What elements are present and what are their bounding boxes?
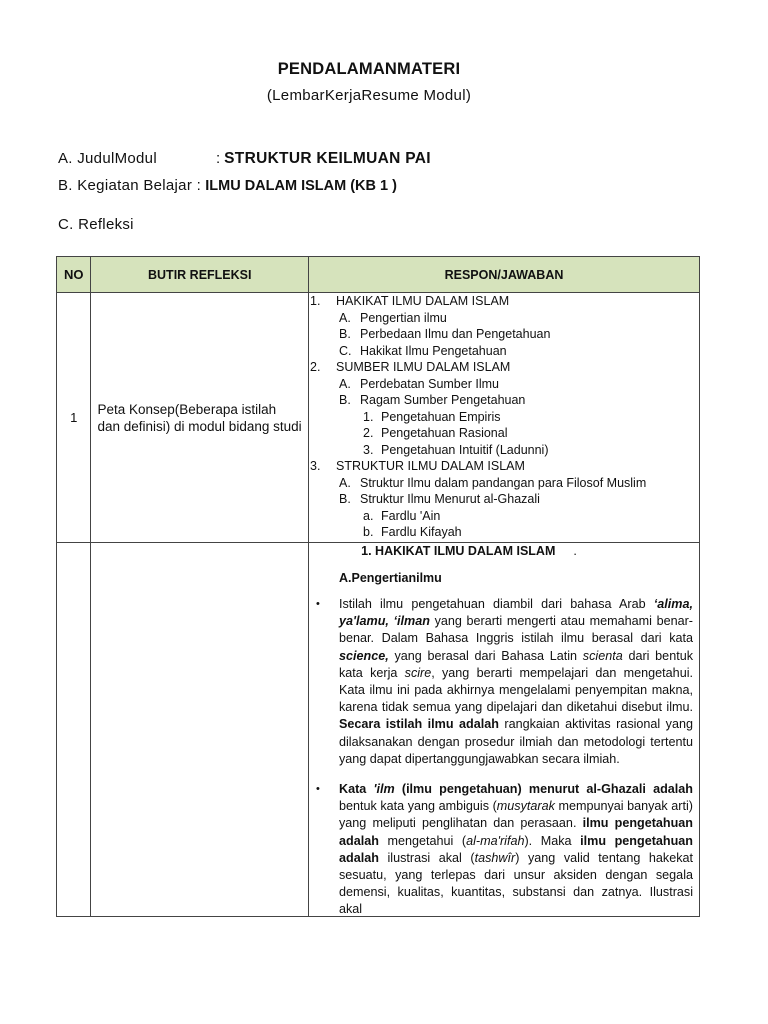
page-title: PENDALAMANMATERI (277, 60, 461, 78)
outline-item-number: 2. (310, 360, 321, 374)
response-content (309, 543, 699, 916)
outline-item-text: Perdebatan Sumber Ilmu (360, 376, 499, 391)
outline-item (309, 343, 699, 360)
outline-item-text: SUMBER ILMU DALAM ISLAM (336, 360, 511, 374)
p2-bold: ilmu pengetahuan adalah (339, 816, 693, 848)
outline-item-number: B. (339, 393, 351, 407)
sub-heading: A.Pengertianilmu (339, 571, 442, 585)
p2-tashwir-term: tashwîr (474, 850, 516, 865)
outline-item-text: Struktur Ilmu dalam pandangan para Filosof Muslim (360, 475, 647, 490)
outline-item-text: Hakikat Ilmu Pengetahuan (360, 343, 507, 358)
row2-respon (309, 543, 700, 917)
outline-item-text: HAKIKAT ILMU DALAM ISLAM (336, 294, 510, 308)
outline-item (309, 442, 699, 459)
outline-item-number: B. (339, 327, 351, 341)
module-title-value: STRUKTUR KEILMUAN PAI (224, 150, 431, 167)
table-row (57, 543, 700, 917)
p2-text: mempunyai banyak arti) yang meliputi penglihatan dan perasaan. (339, 799, 693, 831)
outline-item (309, 524, 699, 541)
outline-item (309, 293, 699, 310)
outline-item-text: Pengertian ilmu (360, 310, 447, 325)
row1-respon (309, 293, 700, 543)
outline-item (309, 491, 699, 508)
row1-no: 1 (57, 293, 91, 543)
outline-item-text: Struktur Ilmu Menurut al-Ghazali (360, 492, 540, 506)
activity-value: ILMU DALAM ISLAM (KB 1 ) (205, 178, 397, 194)
row1-butir: Peta Konsep(Beberapa istilah dan definisi) di modul bidang studi (91, 293, 309, 543)
outline-item-number: B. (339, 492, 351, 506)
bullet-icon: • (316, 598, 320, 610)
outline-item-text: Fardlu 'Ain (381, 508, 441, 523)
p1-arabic-terms: ‘alima, ya'lamu, ‘ilman (339, 597, 693, 629)
outline-item-text: STRUKTUR ILMU DALAM ISLAM (336, 459, 525, 473)
outline-item-number: 3. (363, 442, 374, 457)
p2-bold: ilmu pengetahuan adalah (339, 833, 693, 865)
p2-text: bentuk kata yang ambiguis ( (339, 799, 497, 814)
p2-text: ) yang valid tentang hakekat sesuatu, yang terlepas dari unsur aksiden dengan segala demensi, kualitas, kuantitas, substansi dan zatnya. Ilustrasi akal (339, 850, 694, 916)
outline-item-number: A. (339, 475, 351, 490)
row2-butir (91, 543, 309, 917)
p1-text: yang berasal dari Bahasa Latin (388, 648, 583, 663)
outline-item-number: 3. (310, 459, 321, 473)
outline-item-number: 1. (310, 294, 321, 308)
outline-item-text: Fardlu Kifayah (381, 525, 462, 539)
section-heading-dot: . (573, 544, 577, 558)
outline-item-number: 1. (363, 409, 374, 424)
module-title-separator: : (216, 150, 221, 167)
p2-marifah-term: al-ma'rifah (466, 833, 525, 848)
module-title-row (58, 150, 431, 168)
p1-text: , yang berarti mempelajari dan mengetahui. Kata ilmu ini pada akhirnya mengelalami penyempitan makna, karena tidak semua yang dipelajari dan diketahui disebut ilmu. (339, 665, 693, 715)
table-row (57, 293, 700, 543)
p2-text: ). Maka (524, 833, 581, 848)
outline-item (309, 392, 699, 409)
reflection-label-text: C. Refleksi (58, 216, 134, 233)
p1-text: yang berarti mengerti atau memahami benar-benar. Dalam Bahasa Inggris istilah ilmu berasal dari kata (339, 614, 693, 646)
outline-item (309, 359, 699, 376)
outline-item-number: a. (363, 508, 374, 523)
outline-item (309, 425, 699, 442)
outline-item-number: 2. (363, 426, 374, 440)
reflection-table (56, 256, 700, 917)
header-no: NO (57, 257, 91, 293)
outline-item-number: A. (339, 376, 351, 391)
page-subtitle: (LembarKerjaResume Modul) (266, 87, 472, 104)
p2-text: ilustrasi akal ( (378, 850, 475, 865)
header-respon: RESPON/JAWABAN (309, 257, 700, 293)
p1-text: Istilah ilmu pengetahuan diambil dari bahasa Arab (339, 597, 654, 611)
p2-ilm-term: 'ilm (373, 782, 395, 797)
outline-item (309, 409, 699, 426)
outline-item-number: C. (339, 343, 352, 358)
module-title-label: A. JudulModul (58, 150, 157, 167)
section-heading (309, 544, 699, 558)
p1-science-term: science, (339, 648, 389, 663)
outline-item (309, 310, 699, 327)
outline-item-text: Pengetahuan Empiris (381, 409, 501, 424)
p2-bold: (ilmu pengetahuan) menurut al-Ghazali adalah (394, 782, 693, 797)
outline-item (309, 508, 699, 525)
outline-item (309, 376, 699, 393)
p2-bold: Kata (339, 782, 374, 797)
paragraph-ghazali (316, 781, 694, 916)
reflection-label (58, 216, 134, 233)
header-butir: BUTIR REFLEKSI (91, 257, 309, 293)
concept-map-outline (309, 293, 699, 541)
outline-item-text: Pengetahuan Rasional (381, 426, 508, 440)
outline-item-text: Pengetahuan Intuitif (Ladunni) (381, 442, 549, 457)
activity-label: B. Kegiatan Belajar : (58, 177, 202, 194)
p1-bold-definition: Secara istilah ilmu adalah (339, 717, 499, 732)
p1-text: dari bentuk kata kerja (339, 648, 693, 680)
outline-item (309, 458, 699, 475)
section-heading-text: 1. HAKIKAT ILMU DALAM ISLAM (361, 544, 556, 558)
p2-musytarak-term: musytarak (496, 799, 555, 814)
p1-scire-term: scire (404, 665, 432, 680)
p1-latin-term: scienta (582, 648, 623, 663)
outline-item (309, 475, 699, 492)
p2-text: mengetahui ( (378, 833, 467, 848)
table-header-row (57, 257, 700, 293)
outline-item-number: A. (339, 310, 351, 325)
p1-text: rangkaian aktivitas rasional yang dilaksanakan dengan prosedur ilmiah dan metodologi tertentu yang dapat dipertanggungjawabkan secara ilmiah. (339, 717, 693, 766)
outline-item-text: Ragam Sumber Pengetahuan (360, 393, 526, 407)
outline-item (309, 326, 699, 343)
activity-row (58, 177, 397, 194)
row2-no (57, 543, 91, 917)
outline-item-number: b. (363, 525, 374, 539)
bullet-icon: • (316, 783, 320, 796)
paragraph-definition (316, 596, 693, 768)
outline-item-text: Perbedaan Ilmu dan Pengetahuan (360, 327, 551, 341)
